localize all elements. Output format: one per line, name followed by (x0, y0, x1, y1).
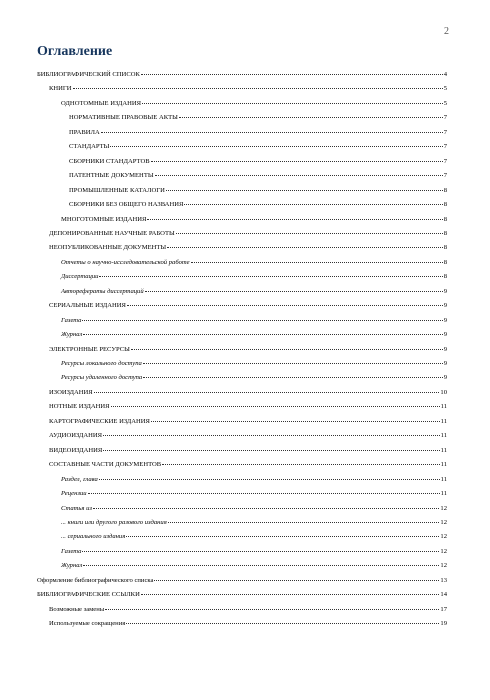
toc-entry-label: ПАТЕНТНЫЕ ДОКУМЕНТЫ (69, 172, 154, 180)
toc-entry-page: 8 (443, 215, 447, 223)
toc-leader-dots (105, 609, 439, 610)
toc-entry-label: СТАНДАРТЫ (69, 143, 110, 151)
toc-entry-label: ... книги или другого разового издания (61, 518, 167, 526)
toc-entry[interactable] (69, 142, 447, 151)
toc-leader-dots (126, 623, 439, 624)
toc-entry[interactable] (69, 186, 447, 195)
toc-entry-page: 5 (443, 85, 447, 93)
toc-entry-page: 8 (443, 244, 447, 252)
toc-entry[interactable] (49, 619, 447, 628)
toc-entry-page: 8 (443, 186, 447, 194)
toc-entry-label: Ресурсы локального доступа (61, 360, 142, 367)
toc-leader-dots (168, 522, 440, 523)
toc-entry[interactable] (61, 272, 447, 281)
toc-entry-page: 5 (443, 99, 447, 107)
toc-entry-page: 9 (443, 302, 447, 310)
toc-entry-label: ПРАВИЛА (69, 128, 100, 136)
toc-entry-page: 12 (440, 562, 447, 570)
toc-leader-dots (191, 262, 443, 263)
toc-leader-dots (101, 132, 443, 133)
toc-entry[interactable] (37, 70, 447, 79)
toc-leader-dots (154, 580, 439, 581)
toc-entry-page: 12 (440, 547, 447, 555)
toc-entry[interactable] (61, 475, 447, 484)
toc-leader-dots (103, 450, 439, 451)
toc-leader-dots (93, 508, 439, 509)
toc-entry[interactable] (49, 84, 447, 93)
toc-entry-label: БИБЛИОГРАФИЧЕСКИЕ ССЫЛКИ (37, 591, 140, 599)
toc-leader-dots (145, 291, 443, 292)
toc-leader-dots (94, 392, 440, 393)
toc-entry-label: Отчеты о научно-исследовательской работе (61, 258, 190, 266)
page-number: 2 (444, 26, 449, 37)
toc-leader-dots (88, 493, 440, 494)
toc-leader-dots (127, 305, 443, 306)
toc-entry-label: НОРМАТИВНЫЕ ПРАВОВЫЕ АКТЫ (69, 114, 178, 122)
toc-leader-dots (184, 204, 442, 205)
toc-leader-dots (82, 551, 439, 552)
toc-entry-label: Авторефераты диссертаций (61, 287, 144, 295)
toc-entry-label: ИЗОИЗДАНИЯ (49, 388, 93, 396)
toc-leader-dots (143, 363, 443, 364)
toc-entry-label: КНИГИ (49, 85, 72, 93)
toc-entry[interactable] (61, 316, 447, 325)
toc-entry-label: ВИДЕОИЗДАНИЯ (49, 446, 103, 454)
toc-leader-dots (141, 594, 440, 595)
toc-entry-page: 9 (443, 360, 447, 367)
toc-entry-page: 7 (443, 143, 447, 151)
toc-entry-label: СБОРНИКИ БЕЗ ОБЩЕГО НАЗВАНИЯ (69, 201, 184, 209)
toc-entry-label: НОТНЫЕ ИЗДАНИЯ (49, 403, 110, 411)
toc-entry[interactable] (49, 243, 447, 252)
toc-entry[interactable] (61, 373, 447, 382)
toc-entry-label: СБОРНИКИ СТАНДАРТОВ (69, 157, 150, 165)
toc-entry[interactable] (61, 287, 447, 296)
toc-entry[interactable] (61, 489, 447, 498)
toc-entry-page: 8 (443, 229, 447, 237)
toc-entry[interactable] (49, 229, 447, 238)
toc-entry[interactable] (49, 431, 447, 440)
toc-entry[interactable] (69, 157, 447, 166)
toc-entry-label: Используемые сокращения (49, 620, 126, 628)
toc-entry[interactable] (69, 200, 447, 209)
toc-entry-label: ОДНОТОМНЫЕ ИЗДАНИЯ (61, 99, 142, 107)
toc-entry[interactable] (49, 388, 447, 397)
toc-entry-label: Газета (61, 316, 82, 324)
toc-entry[interactable] (49, 446, 447, 455)
toc-entry-label: ДЕПОНИРОВАННЫЕ НАУЧНЫЕ РАБОТЫ (49, 229, 175, 237)
toc-leader-dots (166, 190, 443, 191)
toc-leader-dots (167, 247, 443, 248)
toc-entry-label: Статья из (61, 504, 92, 512)
toc-entry-page: 9 (443, 287, 447, 295)
toc-entry[interactable] (61, 561, 447, 570)
toc-leader-dots (143, 377, 442, 378)
toc-entry-label: Журнал (61, 562, 83, 570)
toc-leader-dots (73, 88, 443, 89)
toc-entry[interactable] (69, 113, 447, 122)
toc-entry[interactable] (61, 99, 447, 108)
toc-leader-dots (111, 406, 440, 407)
toc-entry-page: 12 (440, 518, 447, 526)
toc-entry-page: 4 (443, 71, 447, 78)
toc-entry-label: Ресурсы удаленного доступа (61, 374, 143, 382)
toc-entry-label: СЕРИАЛЬНЫЕ ИЗДАНИЯ (49, 302, 126, 310)
toc-entry[interactable] (49, 345, 447, 354)
toc-leader-dots (126, 536, 439, 537)
toc-entry[interactable] (61, 504, 447, 513)
toc-leader-dots (151, 421, 440, 422)
toc-entry-page: 11 (440, 417, 447, 425)
toc-leader-dots (147, 219, 442, 220)
toc-entry-page: 13 (440, 576, 447, 584)
toc-entry-label: Журнал (61, 331, 83, 339)
toc-entry-page: 11 (440, 475, 447, 483)
toc-entry-page: 11 (440, 446, 447, 454)
toc-entry[interactable] (61, 215, 447, 224)
toc-leader-dots (131, 349, 443, 350)
toc-entry-page: 8 (443, 201, 447, 209)
toc-entry-label: Газета (61, 547, 82, 555)
toc-entry-label: ЭЛЕКТРОННЫЕ РЕСУРСЫ (49, 345, 130, 353)
toc-leader-dots (99, 479, 440, 480)
toc-entry-page: 14 (440, 591, 447, 599)
toc-entry-page: 7 (443, 172, 447, 180)
toc-leader-dots (103, 435, 440, 436)
toc-entry[interactable] (61, 547, 447, 556)
toc-entry[interactable] (49, 402, 447, 411)
toc-entry-page: 11 (440, 461, 447, 469)
toc-entry-label: Рецензии (61, 490, 87, 498)
toc-leader-dots (83, 334, 442, 335)
toc-entry-page: 7 (443, 128, 447, 136)
toc-entry-page: 7 (443, 114, 447, 122)
toc-entry-page: 12 (440, 504, 447, 512)
toc-entry-label: НЕОПУБЛИКОВАННЫЕ ДОКУМЕНТЫ (49, 244, 167, 252)
toc-entry-label: БИБЛИОГРАФИЧЕСКИЙ СПИСОК (37, 71, 140, 78)
toc-leader-dots (141, 74, 443, 75)
toc-entry-label: Оформление библиографического списка (37, 576, 154, 584)
toc-entry[interactable] (37, 576, 447, 585)
toc-entry[interactable] (69, 128, 447, 137)
toc-entry[interactable] (61, 518, 447, 527)
toc-entry-page: 12 (440, 533, 447, 541)
toc-entry-page: 9 (443, 331, 447, 339)
toc-entry-label: ... сериального издания (61, 533, 126, 541)
toc-entry-page: 8 (443, 273, 447, 281)
toc-leader-dots (110, 146, 442, 147)
toc-entry-page: 11 (440, 490, 447, 498)
toc-entry-page: 17 (440, 605, 447, 613)
toc-leader-dots (155, 175, 443, 176)
toc-entry[interactable] (49, 605, 447, 614)
toc-entry-page: 8 (443, 258, 447, 266)
toc-entry[interactable] (61, 258, 447, 267)
toc-entry-label: СОСТАВНЫЕ ЧАСТИ ДОКУМЕНТОВ (49, 461, 162, 469)
toc-entry-label: Возможные замены (49, 605, 105, 613)
toc-entry[interactable] (37, 590, 447, 599)
toc-entry-label: КАРТОГРАФИЧЕСКИЕ ИЗДАНИЯ (49, 417, 150, 425)
toc-entry-page: 9 (443, 345, 447, 353)
toc-entry-page: 10 (440, 388, 447, 396)
toc-leader-dots (83, 565, 439, 566)
toc-title: Оглавление (37, 44, 113, 59)
toc-entry[interactable] (49, 460, 447, 469)
toc-entry[interactable] (61, 330, 447, 339)
toc-entry-page: 11 (440, 432, 447, 440)
toc-entry[interactable] (69, 171, 447, 180)
toc-entry-label: МНОГОТОМНЫЕ ИЗДАНИЯ (61, 215, 147, 223)
toc-leader-dots (82, 320, 442, 321)
toc-entry-page: 7 (443, 157, 447, 165)
toc-entry-page: 19 (440, 620, 447, 628)
toc-entry-label: ПРОМЫШЛЕННЫЕ КАТАЛОГИ (69, 186, 165, 194)
toc-leader-dots (151, 161, 443, 162)
toc-leader-dots (162, 464, 439, 465)
toc-leader-dots (99, 276, 442, 277)
toc-entry[interactable] (61, 532, 447, 541)
toc-leader-dots (176, 233, 443, 234)
toc-entry[interactable] (49, 301, 447, 310)
toc-entry-page: 11 (440, 403, 447, 411)
toc-leader-dots (179, 117, 443, 118)
toc-entry-label: Раздел, глава (61, 475, 98, 483)
toc-entry[interactable] (49, 417, 447, 426)
toc-entry[interactable] (61, 359, 447, 368)
toc-entry-label: АУДИОИЗДАНИЯ (49, 432, 103, 440)
toc-entry-label: Диссертации (61, 273, 99, 281)
toc-leader-dots (142, 103, 443, 104)
toc-entry-page: 9 (443, 374, 447, 382)
toc-entry-page: 9 (443, 316, 447, 324)
